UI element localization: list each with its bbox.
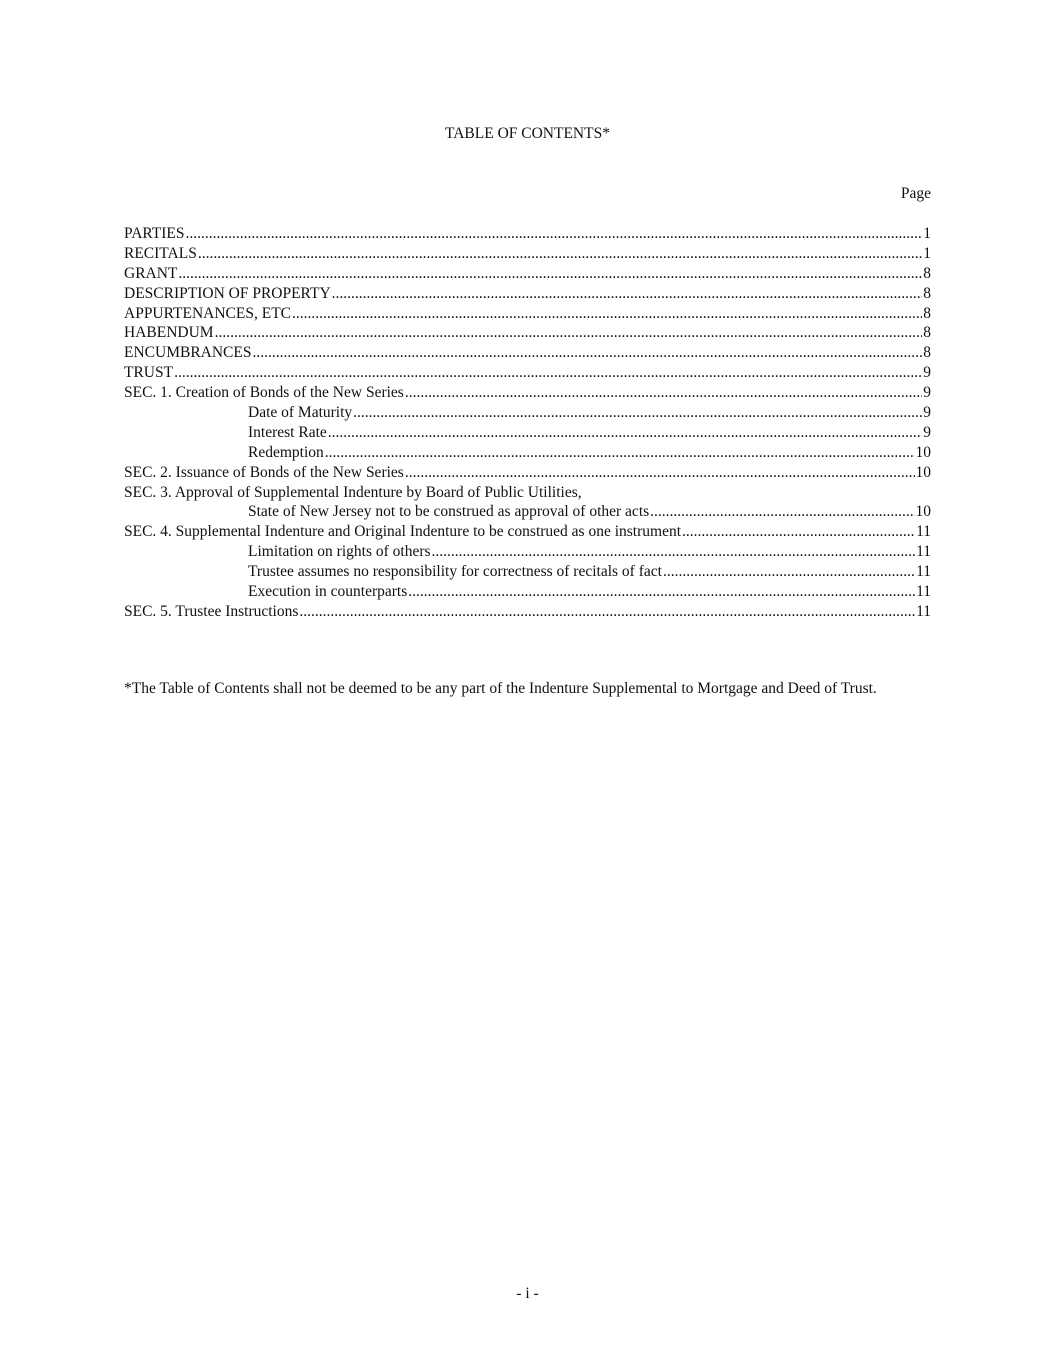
toc-entry-description-of-property[interactable] bbox=[124, 284, 931, 304]
toc-entry-label: TRUST bbox=[124, 364, 174, 382]
toc-entry-recitals[interactable] bbox=[124, 244, 931, 264]
leader-dots bbox=[325, 443, 915, 463]
toc-entry-label: SEC. 4. Supplemental Indenture and Original Indenture to be construed as one instrument bbox=[124, 523, 682, 541]
toc-entry-sec-4[interactable] bbox=[124, 522, 931, 542]
toc-entry-parties[interactable] bbox=[124, 224, 931, 244]
toc-entry-sec-3-continuation[interactable] bbox=[124, 502, 931, 522]
toc-entry-habendum[interactable] bbox=[124, 323, 931, 343]
toc-entry-page: 10 bbox=[915, 463, 931, 481]
toc-entry-label: SEC. 3. Approval of Supplemental Indenture by Board of Public Utilities, bbox=[124, 483, 582, 501]
leader-dots bbox=[252, 343, 922, 363]
toc-entry-sec-2[interactable] bbox=[124, 463, 931, 483]
leader-dots bbox=[215, 323, 923, 343]
toc-entry-label: DESCRIPTION OF PROPERTY bbox=[124, 284, 331, 302]
toc-entry-sec-3[interactable] bbox=[124, 483, 931, 503]
toc-entry-encumbrances[interactable] bbox=[124, 343, 931, 363]
toc-entry-page: 11 bbox=[916, 523, 931, 541]
toc-entry-execution-in-counterparts[interactable] bbox=[124, 582, 931, 602]
page-number: - i - bbox=[516, 1285, 539, 1302]
toc-entry-page: 9 bbox=[923, 404, 931, 422]
toc-entry-label: GRANT bbox=[124, 264, 178, 282]
toc-entry-page: 8 bbox=[923, 344, 931, 362]
leader-dots bbox=[174, 363, 922, 383]
toc-entry-label: SEC. 5. Trustee Instructions bbox=[124, 602, 299, 620]
toc-entry-page: 8 bbox=[923, 304, 931, 322]
leader-dots bbox=[650, 502, 914, 522]
toc-entry-label: Execution in counterparts bbox=[248, 583, 408, 601]
toc-entry-grant[interactable] bbox=[124, 264, 931, 284]
toc-entry-page: 11 bbox=[916, 563, 931, 581]
toc-title: TABLE OF CONTENTS* bbox=[445, 125, 610, 142]
toc-entry-page: 8 bbox=[923, 324, 931, 342]
toc-entry-page: 1 bbox=[923, 244, 931, 262]
toc-entry-label: PARTIES bbox=[124, 225, 185, 242]
leader-dots bbox=[178, 264, 922, 284]
leader-dots bbox=[405, 463, 915, 483]
toc-entry-page: 11 bbox=[916, 602, 931, 620]
toc-entry-page: 1 bbox=[923, 225, 931, 242]
page-column-header: Page bbox=[900, 185, 931, 202]
toc-entry-date-of-maturity[interactable] bbox=[124, 403, 931, 423]
toc-entry-sec-1[interactable] bbox=[124, 383, 931, 403]
leader-dots bbox=[663, 562, 915, 582]
toc-entry-label: State of New Jersey not to be construed as approval of other acts bbox=[248, 503, 650, 521]
toc-entry-label: Interest Rate bbox=[248, 423, 327, 441]
toc-entry-label: Trustee assumes no responsibility for correctness of recitals of fact bbox=[248, 563, 662, 581]
leader-dots bbox=[408, 582, 915, 602]
toc-entry-page: 8 bbox=[923, 284, 931, 302]
leader-dots bbox=[353, 403, 922, 423]
toc-entry-label: RECITALS bbox=[124, 244, 197, 262]
toc-entry-page: 11 bbox=[916, 583, 931, 601]
toc-entry-label: HABENDUM bbox=[124, 324, 214, 342]
toc-entry-page: 9 bbox=[923, 384, 931, 402]
leader-dots bbox=[405, 383, 922, 403]
leader-dots bbox=[432, 542, 916, 562]
leader-dots bbox=[186, 224, 923, 244]
toc-entry-page: 9 bbox=[923, 423, 931, 441]
toc-entry-label: Limitation on rights of others bbox=[248, 543, 431, 561]
leader-dots bbox=[299, 602, 915, 622]
toc-entry-limitation-on-rights[interactable] bbox=[124, 542, 931, 562]
toc-entry-page: 10 bbox=[915, 443, 931, 461]
footnote: *The Table of Contents shall not be deemed to be any part of the Indenture Supplemental to Mortgage and Deed of Trust. bbox=[124, 680, 877, 697]
toc-entry-page: 9 bbox=[923, 364, 931, 382]
toc-entry-appurtenances[interactable] bbox=[124, 304, 931, 324]
leader-dots bbox=[332, 284, 923, 304]
toc-entry-label: SEC. 1. Creation of Bonds of the New Series bbox=[124, 384, 404, 402]
toc-entry-label: Date of Maturity bbox=[248, 404, 353, 422]
toc-entry-page: 8 bbox=[923, 264, 931, 282]
toc-entry-redemption[interactable] bbox=[124, 443, 931, 463]
toc-list bbox=[124, 224, 931, 622]
leader-dots bbox=[682, 522, 915, 542]
toc-entry-page: 10 bbox=[915, 503, 931, 521]
toc-entry-label: Redemption bbox=[248, 443, 324, 461]
toc-entry-label: ENCUMBRANCES bbox=[124, 344, 252, 362]
leader-dots bbox=[292, 304, 922, 324]
toc-entry-interest-rate[interactable] bbox=[124, 423, 931, 443]
toc-entry-page: 11 bbox=[916, 543, 931, 561]
leader-dots bbox=[198, 244, 922, 264]
toc-entry-trustee-assumes[interactable] bbox=[124, 562, 931, 582]
toc-entry-label: SEC. 2. Issuance of Bonds of the New Series bbox=[124, 463, 404, 481]
toc-entry-trust[interactable] bbox=[124, 363, 931, 383]
toc-entry-label: APPURTENANCES, ETC bbox=[124, 304, 292, 322]
leader-dots bbox=[328, 423, 922, 443]
toc-entry-sec-5[interactable] bbox=[124, 602, 931, 622]
